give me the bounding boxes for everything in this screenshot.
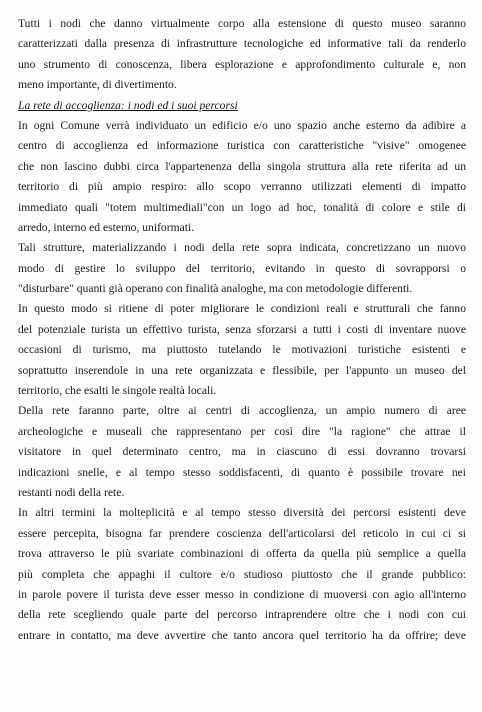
text-line: del potenziale turista un effettivo turista, senza sforzarsi a tutti i costi di inventare nuove xyxy=(18,322,466,336)
text-line: della rete scegliendo quale parte del percorso intraprendere oltre che i nodi con cui xyxy=(18,608,466,622)
text-line: modo di gestire lo sviluppo del territorio, evitando in questo di sovrapporsi o xyxy=(18,261,466,275)
text-line: uno strumento di conoscenza, libera esplorazione e approfondimento culturale e, non xyxy=(18,57,466,71)
text-line: territorio, che esalti le singole realtà locali. xyxy=(18,384,217,398)
document-body xyxy=(18,14,466,646)
text-line: essere percepita, bisogna far prendere coscienza dell'articolarsi del reticolo in cui ci si xyxy=(18,526,466,540)
text-line: soprattutto inserendole in una rete organizzata e flessibile, per l'appunto un museo del xyxy=(18,363,466,377)
text-line: In altri termini la molteplicità e al tempo stesso diversità dei percorsi esistenti deve xyxy=(18,506,466,520)
text-line: restanti nodi della rete. xyxy=(18,485,125,499)
text-line: meno importante, di divertimento. xyxy=(18,78,177,92)
text-line: Tali strutture, materializzando i nodi della rete sopra indicata, concretizzano un nuovo xyxy=(18,241,466,255)
text-line: trova attraverso le più svariate combinazioni di offerta da quella più semplice a quella xyxy=(18,547,466,561)
text-line: Tutti i nodi che danno virtualmente corpo alla estensione di questo museo saranno xyxy=(18,17,466,30)
section-heading: La rete di accoglienza: i nodi ed i suoi percorsi xyxy=(18,98,238,112)
text-line: che non lascino dubbi circa l'appartenenza della singola struttura alla rete riferita ad un xyxy=(18,159,466,173)
text-line: in parole povere il turista deve esser messo in condizione di muoversi con agio all'interno xyxy=(18,587,466,601)
text-line: immediato quali "totem multimediali"con un logo ad hoc, tonalità di colore e stile di xyxy=(18,200,466,214)
text-line: visitatore in quel determinato centro, ma in ciascuno di essi dovranno trovarsi xyxy=(18,445,466,459)
text-line: In questo modo si ritiene di poter migliorare le condizioni reali e strutturali che fanno xyxy=(18,302,466,316)
text-line: "disturbare" quanti già operano con finalità analoghe, ma con metodologie differenti. xyxy=(18,282,413,296)
text-line: In ogni Comune verrà individuato un edificio e/o uno spazio anche esterno da adibire a xyxy=(18,118,466,132)
text-line: Della rete faranno parte, oltre ai centri di accoglienza, un ampio numero di aree xyxy=(18,404,466,418)
paragraph-1 xyxy=(18,14,466,96)
text-line: archeologiche e museali che rappresentano per così dire "la ragione" che attrae il xyxy=(18,424,466,438)
text-line: centro di accoglienza ed informazione turistica con caratteristiche "visive" omogenee xyxy=(18,139,466,153)
paragraph-5 xyxy=(18,401,466,503)
text-line: indicazioni snelle, e al tempo stesso soddisfacenti, di quanto è possibile trovare nei xyxy=(18,465,466,479)
text-line: entrare in contatto, ma deve avvertire che tanto ancora quel territorio ha da offrire; deve xyxy=(18,628,466,642)
paragraph-3 xyxy=(18,238,466,299)
paragraph-6 xyxy=(18,503,466,646)
text-line: caratterizzati dalla presenza di infrastrutture tecnologiche ed informative tali da renderlo xyxy=(18,37,466,51)
text-line: più completa che appaghi il cultore e/o studioso piuttosto che il grande pubblico: xyxy=(18,567,466,581)
text-line: territorio di più ampio respiro: allo scopo verranno utilizzati elementi di impatto xyxy=(18,180,466,194)
text-line: occasioni di turismo, ma piuttosto tutelando le motivazioni turistiche esistenti e xyxy=(18,343,466,357)
paragraph-2 xyxy=(18,116,466,238)
text-line: arredo, interno ed esterno, uniformati. xyxy=(18,220,195,234)
paragraph-4 xyxy=(18,299,466,401)
